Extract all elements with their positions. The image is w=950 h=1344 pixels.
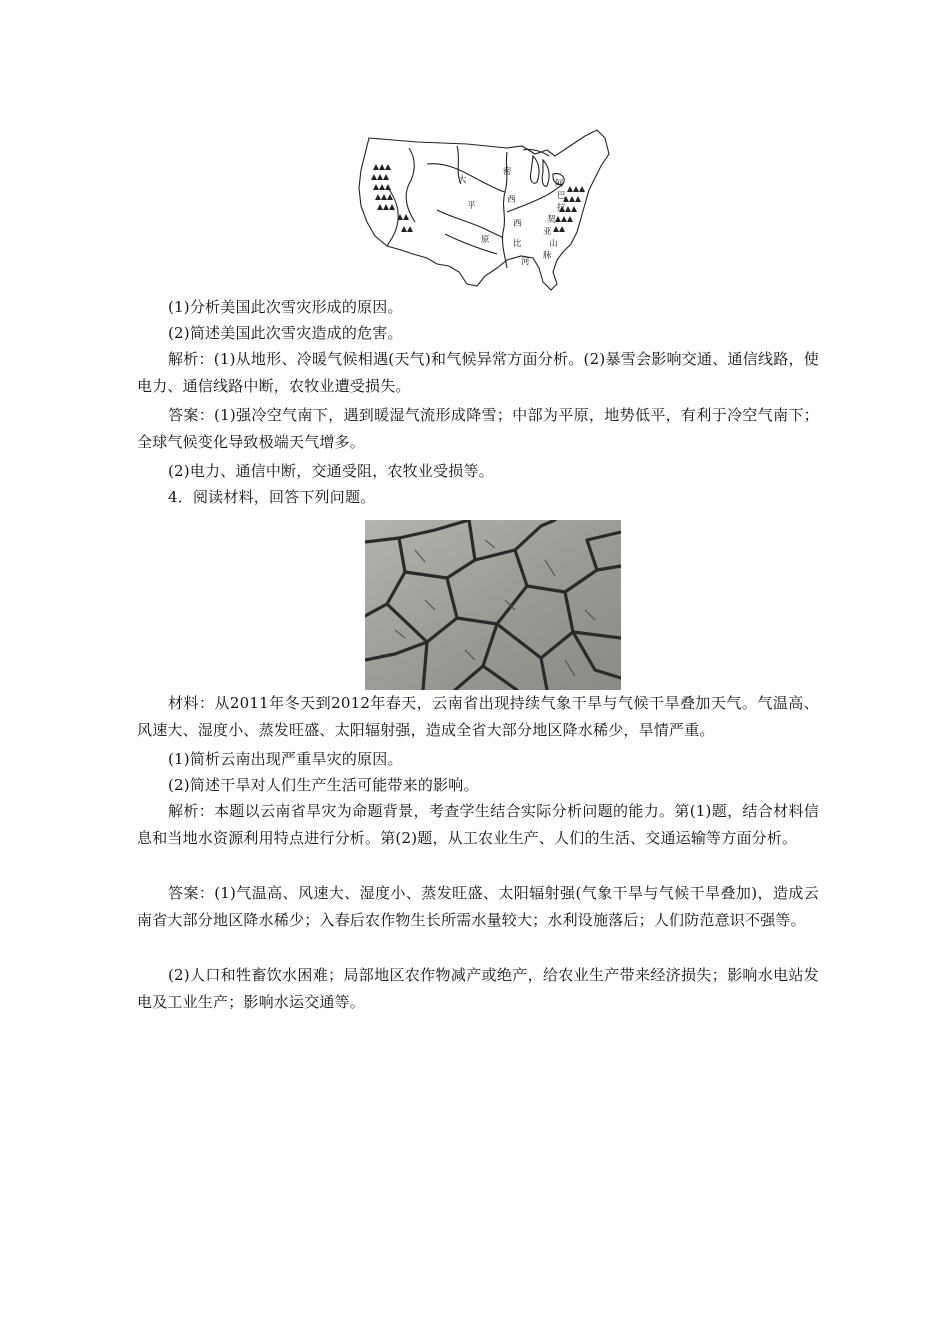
q4-answer1: 答案：(1)气温高、风速大、湿度小、蒸发旺盛、太阳辐射强(气象干旱与气候干旱叠加)，造成云南省大部分地区降水稀少；入春后农作物生长所需水量较大；水利设施落后；人们防范意识不强等。 bbox=[137, 884, 819, 929]
cracked-earth-illustration bbox=[365, 520, 621, 690]
q4-analysis: 解析：本题以云南省旱灾为命题背景，考查学生结合实际分析问题的能力。第(1)题，结合材料信息和当地水资源利用特点进行分析。第(2)题，从工农业生产、人们的生活、交通运输等方面分析。 bbox=[137, 802, 819, 847]
map-label-mi: 密 bbox=[503, 167, 512, 177]
q3-analysis: 解析：(1)从地形、冷暖气候相遇(天气)和气候异常方面分析。(2)暴雪会影响交通、通信线路，使电力、通信线路中断，农牧业遭受损失。 bbox=[137, 350, 819, 395]
q3-answer1: 答案：(1)强冷空气南下，遇到暖湿气流形成降雪；中部为平原，地势低平，有利于冷空气南下；全球气候变化导致极端天气增多。 bbox=[137, 406, 819, 451]
map-label-he: 河 bbox=[521, 257, 530, 267]
map-label-ya: 亚 bbox=[543, 227, 552, 237]
q3-sub1: (1)分析美国此次雪灾形成的原因。 bbox=[168, 298, 403, 316]
q3-sub2: (2)简述美国此次雪灾造成的危害。 bbox=[168, 324, 403, 342]
q4-sub1: (1)简析云南出现严重旱灾的原因。 bbox=[168, 750, 403, 768]
map-label-xi-1: 西 bbox=[507, 195, 516, 205]
q4-sub2: (2)简述干旱对人们生产生活可能带来的影响。 bbox=[168, 776, 479, 794]
map-label-da: 大 bbox=[458, 175, 467, 185]
map-label-ba: 巴 bbox=[557, 191, 566, 201]
map-label-mai: 脉 bbox=[543, 251, 552, 261]
map-label-xi-2: 西 bbox=[513, 219, 522, 229]
map-label-qi: 契 bbox=[547, 215, 556, 225]
q3-answer2: (2)电力、通信中断，交通受阻，农牧业受损等。 bbox=[168, 462, 494, 480]
map-label-bi: 比 bbox=[513, 239, 522, 249]
us-map-figure bbox=[357, 126, 619, 292]
us-map-illustration bbox=[357, 126, 619, 292]
map-label-la: 拉 bbox=[557, 203, 566, 213]
map-label-a: 阿 bbox=[555, 179, 564, 189]
map-label-shan: 山 bbox=[549, 239, 558, 249]
q4-answer2: (2)人口和牲畜饮水困难；局部地区农作物减产或绝产，给农业生产带来经济损失；影响水电站发电及工业生产；影响水运交通等。 bbox=[137, 966, 819, 1011]
q4-stem: 4．阅读材料，回答下列问题。 bbox=[168, 488, 376, 506]
map-label-yuan: 原 bbox=[481, 235, 490, 245]
q4-material: 材料：从2011年冬天到2012年春天，云南省出现持续气象干旱与气候干旱叠加天气。气温高、风速大、湿度小、蒸发旺盛、太阳辐射强，造成全省大部分地区降水稀少，旱情严重。 bbox=[137, 694, 819, 739]
cracked-earth-photo bbox=[365, 520, 621, 690]
map-label-ping: 平 bbox=[467, 201, 476, 211]
